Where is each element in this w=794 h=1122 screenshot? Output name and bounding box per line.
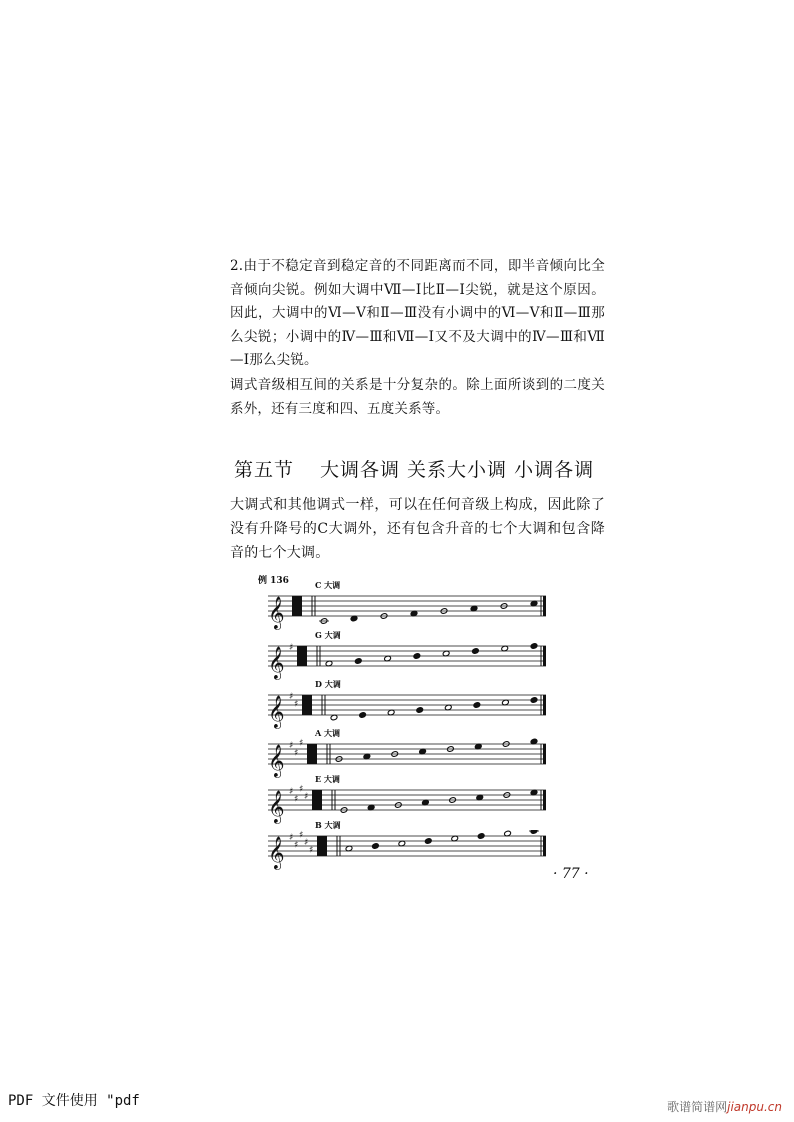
scale-note (424, 838, 432, 845)
staff-0 (260, 590, 550, 634)
sharp-icon: ♯ (304, 838, 309, 848)
final-barline-thick (543, 836, 546, 856)
sharp-icon: ♯ (299, 738, 304, 749)
key-name-5: B 大调 (315, 820, 341, 830)
paragraph-degree-relations: 调式音级相互间的关系是十分复杂的。除上面所谈到的二度关系外，还有三度和四、五度关系等。 (230, 377, 605, 417)
sharp-icon: ♯ (294, 748, 299, 759)
treble-clef-icon: 𝄞 (268, 836, 285, 869)
treble-clef-icon: 𝄞 (268, 646, 285, 679)
section-number: 第五节 (234, 459, 295, 481)
treble-clef-icon: 𝄞 (268, 790, 285, 823)
scale-note (473, 702, 481, 709)
key-name-4: E 大调 (315, 774, 340, 784)
key-name-3: A 大调 (315, 728, 340, 738)
final-barline-thick (543, 646, 546, 666)
scale-note (477, 833, 485, 840)
key-name-1: G 大调 (315, 630, 341, 640)
scale-note (413, 653, 421, 660)
page-number: · 77 · (553, 866, 589, 882)
time-signature-block (302, 695, 312, 715)
final-barline-thick (543, 744, 546, 764)
sharp-icon: ♯ (309, 845, 314, 856)
sharp-icon: ♯ (294, 840, 299, 851)
footer-site-url: jianpu.cn (727, 1100, 782, 1114)
final-barline-thick (543, 790, 546, 810)
staff-4 (260, 784, 550, 828)
sharp-icon: ♯ (289, 643, 294, 653)
section-title: 大调各调 关系大小调 小调各调 (320, 459, 595, 481)
treble-clef-icon: 𝄞 (268, 695, 285, 728)
key-name-2: D 大调 (315, 679, 341, 689)
final-barline-thick (543, 596, 546, 616)
sharp-icon: ♯ (299, 784, 304, 795)
sharp-icon: ♯ (289, 692, 294, 702)
sharp-icon: ♯ (294, 699, 299, 710)
staff-3 (260, 738, 550, 782)
treble-clef-icon: 𝄞 (268, 744, 285, 777)
sharp-icon: ♯ (294, 794, 299, 805)
sharp-icon: ♯ (289, 741, 294, 751)
footer-pdf-note: PDF 文件使用 "pdf (8, 1093, 140, 1109)
section-heading (234, 455, 594, 482)
sharp-icon: ♯ (299, 830, 304, 841)
paragraph-major-keys-intro: 大调式和其他调式一样，可以在任何音级上构成，因此除了没有升降号的C大调外，还有包含升音的七个大调和包含降音的七个大调。 (230, 497, 605, 561)
scale-note (354, 658, 362, 665)
scale-note (416, 707, 424, 714)
scale-note (472, 648, 480, 655)
staff-5 (260, 830, 550, 874)
staff-1 (260, 640, 550, 684)
paragraph-semitone-tendency: 2.由于不稳定音到稳定音的不同距离而不同，即半音倾向比全音倾向尖锐。例如大调中Ⅶ—Ⅰ比Ⅱ—Ⅰ尖锐，就是这个原因。因此，大调中的Ⅵ—Ⅴ和Ⅱ—Ⅲ没有小调中的Ⅵ—Ⅴ和Ⅱ—Ⅲ那么尖锐；小调中的Ⅳ—Ⅲ和Ⅶ—Ⅰ又不及大调中的Ⅳ—Ⅲ和Ⅶ—Ⅰ那么尖锐。 (230, 258, 605, 369)
time-signature-block (297, 646, 307, 666)
footer-site-name: 歌谱简谱网 (667, 1100, 728, 1114)
scale-note (530, 643, 538, 650)
time-signature-block (307, 744, 317, 764)
example-label: 例 136 (258, 576, 289, 586)
final-barline-thick (543, 695, 546, 715)
footer-watermark (667, 1098, 782, 1115)
sharp-icon: ♯ (289, 833, 294, 843)
key-name-0: C 大调 (315, 580, 341, 590)
scale-note (359, 712, 367, 719)
sharp-icon: ♯ (304, 792, 309, 802)
sharp-icon: ♯ (289, 787, 294, 797)
time-signature-block (312, 790, 322, 810)
scale-note (372, 843, 380, 850)
staff-2 (260, 689, 550, 733)
time-signature-block (292, 596, 302, 616)
scale-note (530, 697, 538, 704)
time-signature-block (317, 836, 327, 856)
treble-clef-icon: 𝄞 (268, 596, 285, 629)
